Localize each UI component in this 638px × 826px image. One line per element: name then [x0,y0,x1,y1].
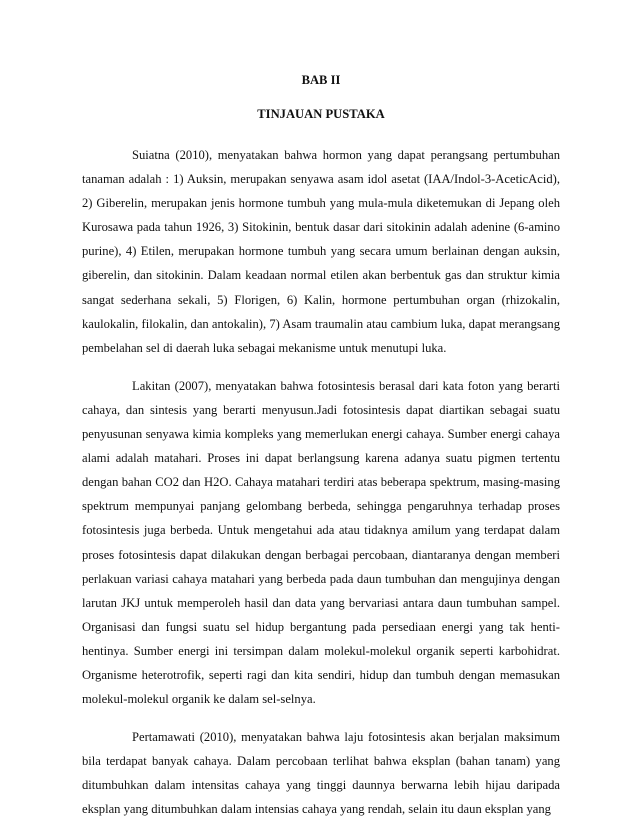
chapter-heading: BAB II [301,73,341,87]
paragraph-suiatna: Suiatna (2010), menyatakan bahwa hormon yang dapat perangsang pertumbuhan tanaman adalah : 1) Auksin, merupakan senyawa asam idol asetat (IAA/Indol-3-AceticAcid), 2) Giberelin, merupakan jenis hormone tumbuh yang mula-mula diketemukan di Jepang oleh Kurosawa pada tahun 1926, 3) Sitokinin, bentuk dasar dari sitokinin adalah adenine (6-amino purine), 4) Etilen, merupakan hormone tumbuh yang secara umum berlainan dengan auksin, giberelin, dan sitokinin. Dalam keadaan normal etilen akan berbentuk gas dan struktur kimia sangat sederhana sekali, 5) Florigen, 6) Kalin, hormone pertumbuhan organ (rhizokalin, kaulokalin, filokalin, dan antokalin), 7) Asam traumalin atau cambium luka, dapat merangsang pembelahan sel di daerah luka sebagai mekanisme untuk menutupi luka. [82,148,560,355]
paragraph-pertamawati: Pertamawati (2010), menyatakan bahwa laju fotosintesis akan berjalan maksimum bila terdapat banyak cahaya. Dalam percobaan terlihat bahwa eksplan (bahan tanam) yang ditumbuhkan dalam intensitas cahaya yang tinggi daunnya berwarna lebih hijau daripada eksplan yang ditumbuhkan dalam intensias cahaya yang rendah, selain itu daun eksplan yang [82,730,560,817]
section-title: TINJAUAN PUSTAKA [257,107,385,121]
paragraph-lakitan: Lakitan (2007), menyatakan bahwa fotosintesis berasal dari kata foton yang berarti cahaya, dan sintesis yang berarti menyusun.Jadi fotosintesis dapat diartikan sebagai suatu penyusunan senyawa kimia kompleks yang memerlukan energi cahaya. Sumber energi cahaya alami adalah matahari. Proses ini dapat berlangsung karena adanya suatu pigmen tertentu dengan bahan CO2 dan H2O. Cahaya matahari terdiri atas beberapa spektrum, masing-masing spektrum mempunyai panjang gelombang berbeda, sehingga pengaruhnya terhadap proses fotosintesis juga berbeda. Untuk mengetahui ada atau tidaknya amilum yang terdapat dalam proses fotosintesis dapat dilakukan dengan berbagai percobaan, diantaranya dengan memberi perlakuan variasi cahaya matahari yang berbeda pada daun tumbuhan dan mengujinya dengan larutan JKJ untuk memperoleh hasil dan data yang bervariasi antara daun tumbuhan sampel. Organisasi dan fungsi suatu sel hidup bergantung pada persediaan energi yang tak henti-hentinya. Sumber energi ini tersimpan dalam molekul-molekul organik seperti karbohidrat. Organisme heterotrofik, seperti ragi dan kita sendiri, hidup dan tumbuh dengan memasukan molekul-molekul organik ke dalam sel-selnya. [82,378,560,707]
body-text [82,143,560,822]
